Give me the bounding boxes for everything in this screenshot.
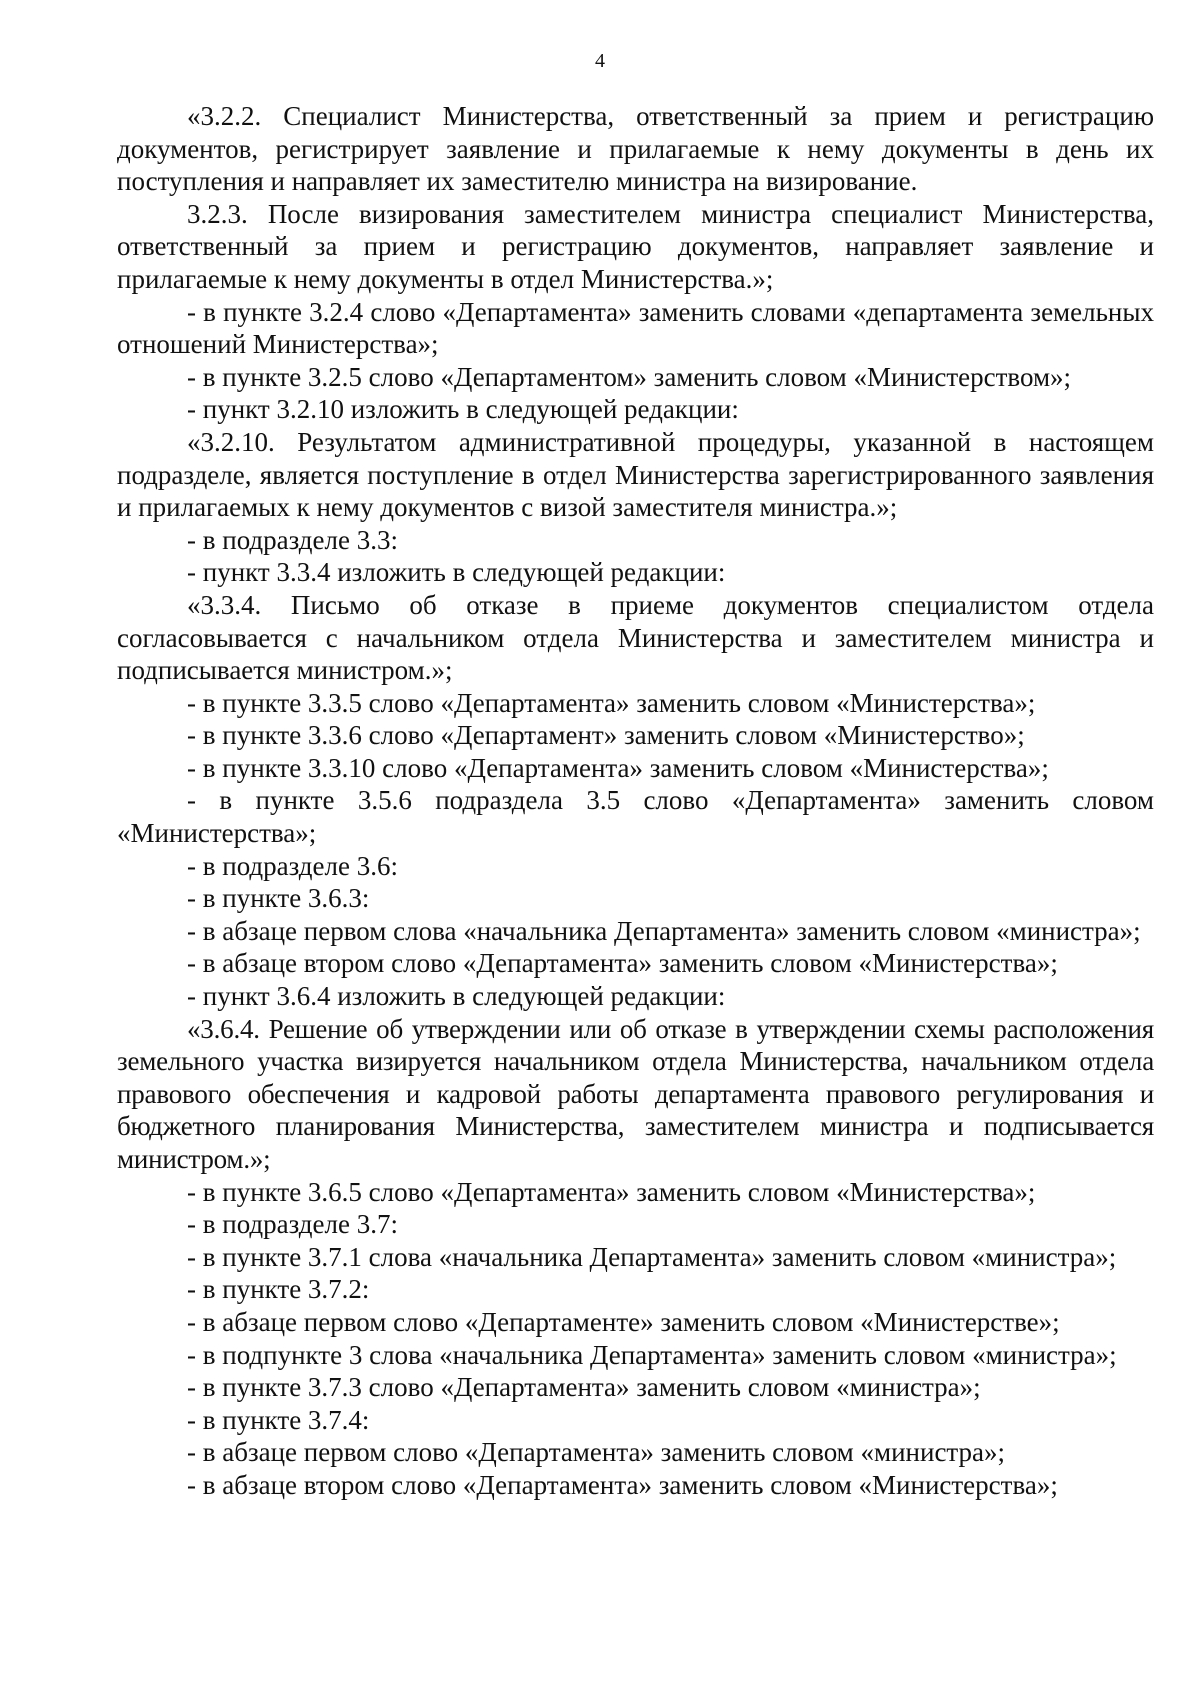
paragraph-3-2-2: «3.2.2. Специалист Министерства, ответственный за прием и регистрацию документов, регистрирует заявление и прилагаемые к нему документы в день их поступления и направляет их заместителю министра на визирование. [117,101,1154,197]
amendment-item: - в пункте 3.3.5 слово «Департамента» заменить словом «Министерства»; [187,687,1036,718]
paragraph-3-6-4: «3.6.4. Решение об утверждении или об отказе в утверждении схемы расположения земельного участка визируется начальником отдела Министерства, начальником отдела правового обеспечения и кадровой работы департамента правового регулирования и бюджетного планирования Министерства, заместителем министра и подписывается министром.»; [117,1013,1154,1174]
amendment-item: - в подпункте 3 слова «начальника Департамента» заменить словом «министра»; [187,1339,1117,1370]
amendment-item: - в пункте 3.3.6 слово «Департамент» заменить словом «Министерство»; [187,720,1025,751]
amendment-item: - в абзаце первом слово «Департамента» заменить словом «министра»; [187,1437,1006,1468]
amendment-item: - пункт 3.3.4 изложить в следующей редакции: [187,557,726,588]
amendment-item: - в подразделе 3.3: [187,524,398,555]
amendment-item: - в подразделе 3.6: [187,850,398,881]
amendment-item: - в абзаце первом слова «начальника Департамента» заменить словом «министра»; [187,915,1141,946]
amendment-item: - в абзаце втором слово «Департамента» заменить словом «Министерства»; [187,1469,1058,1500]
amendment-item: - в пункте 3.5.6 подраздела 3.5 слово «Департамента» заменить словом «Министерства»; [117,785,1154,849]
amendment-item: - в пункте 3.7.4: [187,1404,370,1435]
paragraph-3-3-4: «3.3.4. Письмо об отказе в приеме документов специалистом отдела согласовывается с начальником отдела Министерства и заместителем министра и подписывается министром.»; [117,589,1154,686]
amendment-item: - в пункте 3.2.5 слово «Департаментом» заменить словом «Министерством»; [187,361,1072,392]
amendment-item: - в пункте 3.7.2: [187,1274,370,1305]
amendment-item: - в пункте 3.7.1 слова «начальника Департамента» заменить словом «министра»; [187,1241,1117,1272]
amendment-item: - в абзаце втором слово «Департамента» заменить словом «Министерства»; [187,948,1058,979]
amendment-item: - пункт 3.6.4 изложить в следующей редакции: [187,981,726,1012]
page-number: 4 [595,50,605,72]
amendment-item: - в пункте 3.6.5 слово «Департамента» заменить словом «Министерства»; [187,1176,1036,1207]
amendment-item: - в пункте 3.6.3: [187,883,370,914]
paragraph-3-2-10: «3.2.10. Результатом административной процедуры, указанной в настоящем подразделе, является поступление в отдел Министерства зарегистрированного заявления и прилагаемых к нему документов с визой заместителя министра.»; [117,426,1154,523]
amendment-item: - в абзаце первом слово «Департаменте» заменить словом «Министерстве»; [187,1306,1060,1337]
paragraph-3-2-3: 3.2.3. После визирования заместителем министра специалист Министерства, ответственный за прием и регистрацию документов, направляет заявление и прилагаемые к нему документы в отдел Министерства.»; [117,198,1154,294]
document-body [117,100,1154,1502]
amendment-item: - в пункте 3.3.10 слово «Департамента» заменить словом «Министерства»; [187,752,1049,783]
amendment-item: - пункт 3.2.10 изложить в следующей редакции: [187,394,739,425]
amendment-item: - в пункте 3.2.4 слово «Департамента» заменить словами «департамента земельных отношений Министерства»; [117,296,1154,360]
amendment-item: - в пункте 3.7.3 слово «Департамента» заменить словом «министра»; [187,1372,981,1403]
amendment-item: - в подразделе 3.7: [187,1209,398,1240]
